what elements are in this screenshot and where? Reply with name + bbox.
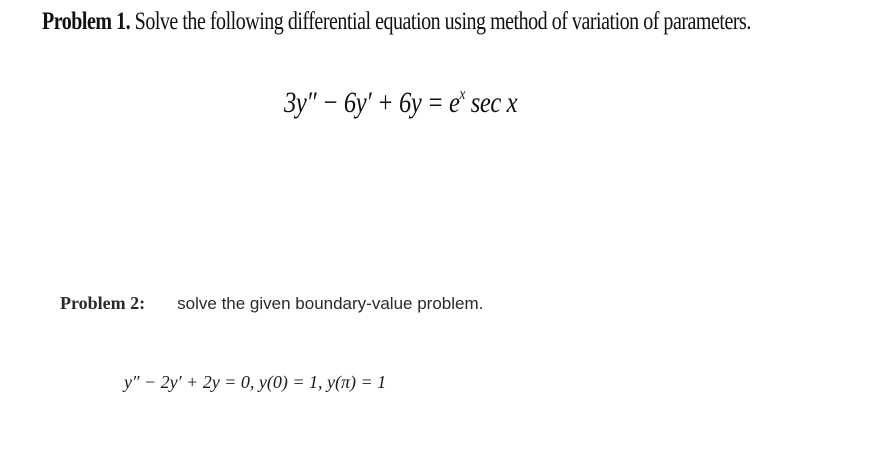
problem-1-heading <box>42 8 751 36</box>
problem-2-equation: y″ − 2y′ + 2y = 0, y(0) = 1, y(π) = 1 <box>124 372 387 392</box>
problem-2-heading <box>60 293 483 314</box>
problem-2-label: Problem 2: <box>60 293 146 313</box>
problem-1-label: Problem 1. <box>42 8 131 35</box>
problem-1-equation-exponent: x <box>459 86 465 103</box>
problem-1-equation-rhs: sec x <box>464 86 518 119</box>
problem-2-text: solve the given boundary-value problem. <box>177 294 484 313</box>
problem-1-text: Solve the following differential equation using method of variation of parameters. <box>134 8 751 35</box>
problem-1-equation-lhs: 3y″ − 6y′ + 6y = e <box>284 86 460 119</box>
problem-1-equation <box>284 86 517 120</box>
